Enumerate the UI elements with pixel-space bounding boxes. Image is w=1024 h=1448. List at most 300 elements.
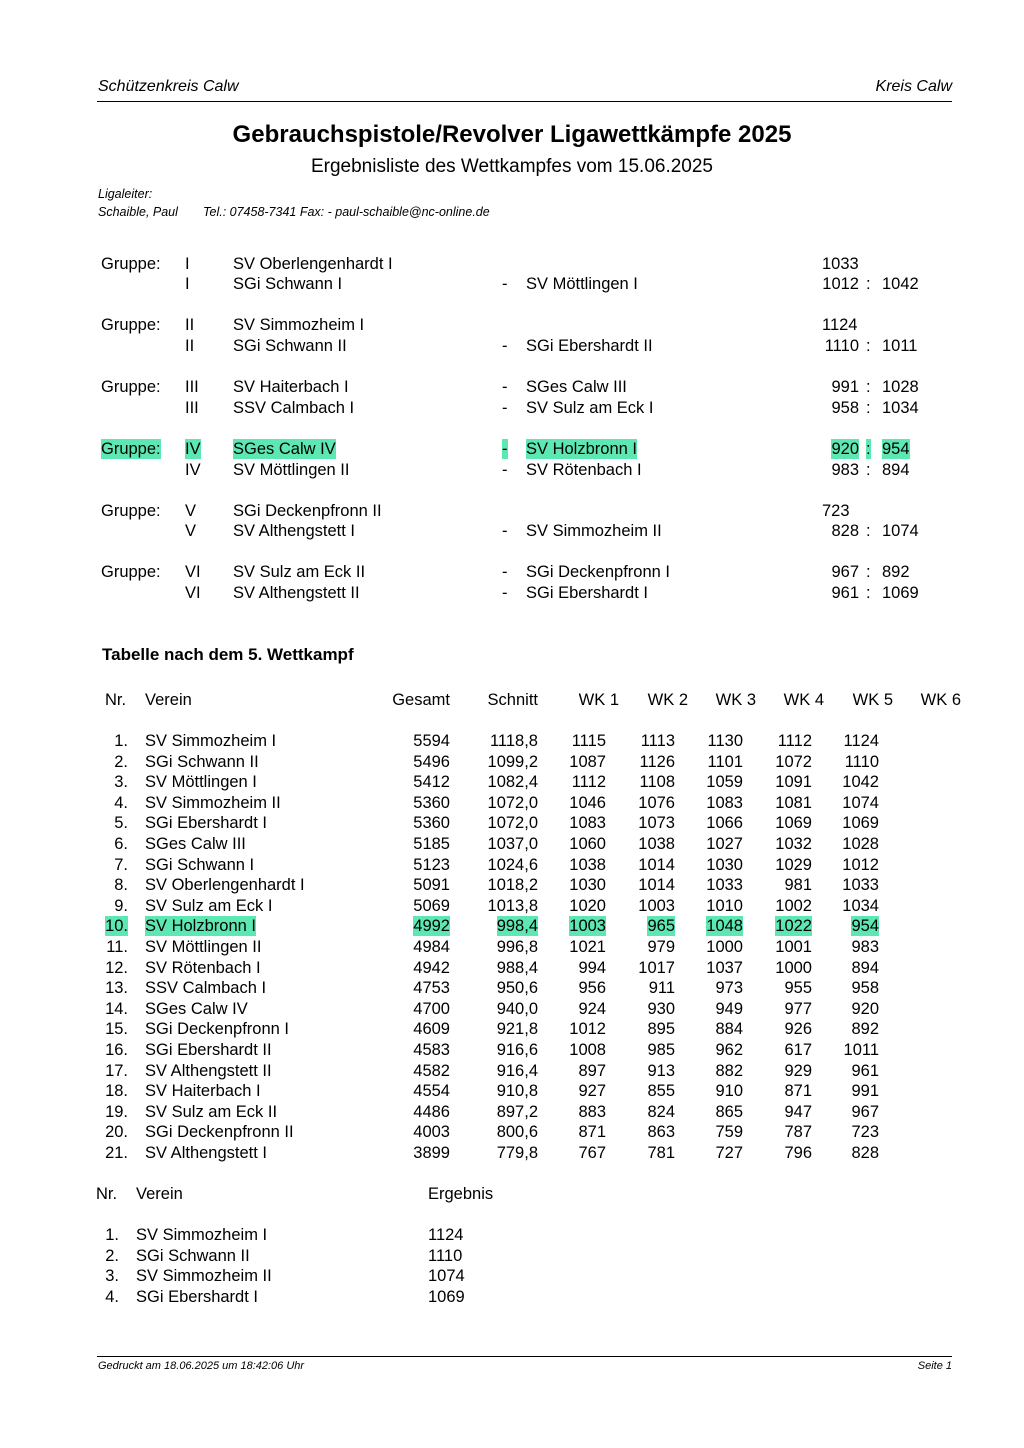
score-home: 828: [831, 522, 859, 540]
team-away: SGi Ebershardt I: [526, 584, 648, 602]
cell-wk5: 1028: [842, 835, 879, 853]
list-item: [0, 1266, 1024, 1286]
col-header-schnitt: Schnitt: [487, 691, 538, 709]
table-row: [0, 1081, 1024, 1101]
club-name: SV Holzbronn I: [145, 917, 256, 936]
match-row: [0, 583, 1024, 603]
club-name: SV Haiterbach I: [145, 1082, 261, 1101]
cell-wk3: 759: [715, 1123, 743, 1142]
page-title: Gebrauchspistole/Revolver Ligawettkämpfe 2025: [232, 121, 792, 148]
club-name: SGes Calw III: [145, 835, 246, 853]
team-home: SV Oberlengenhardt I: [233, 255, 393, 273]
cell-gesamt: 5185: [413, 835, 450, 853]
group-number: III: [185, 378, 199, 396]
cell-wk4: 1091: [775, 773, 812, 792]
cell-wk3: 882: [715, 1061, 743, 1080]
match-dash: -: [502, 275, 508, 293]
header-left: Schützenkreis Calw: [98, 78, 239, 95]
score-colon: :: [866, 461, 871, 479]
table-row: [0, 937, 1024, 957]
cell-schnitt: 916,6: [496, 1041, 538, 1059]
cell-schnitt: 996,8: [496, 938, 538, 956]
cell-schnitt: 940,0: [496, 999, 538, 1018]
cell-gesamt: 4486: [413, 1102, 450, 1121]
cell-wk2: 911: [648, 979, 675, 998]
cell-wk3: 1130: [707, 732, 743, 750]
cell-wk5: 1012: [842, 855, 879, 874]
page-subtitle: Ergebnisliste des Wettkampfes vom 15.06.2025: [310, 156, 714, 177]
table-row: [0, 834, 1024, 854]
cell-wk3: 1030: [706, 855, 743, 874]
cell-wk3: 1033: [706, 876, 743, 895]
cell-wk1: 956: [578, 979, 606, 998]
footer-printed: Gedruckt am 18.06.2025 um 18:42:06 Uhr: [98, 1360, 305, 1372]
cell-wk3: 1010: [706, 896, 743, 915]
team-away: SGi Deckenpfronn I: [526, 563, 670, 581]
club-name: SV Sulz am Eck I: [145, 896, 273, 915]
cell-wk1: 1046: [569, 793, 606, 812]
cell-wk2: 895: [647, 1020, 675, 1039]
team-away: SV Simmozheim II: [526, 522, 662, 540]
group-label: Gruppe:: [101, 316, 161, 334]
cell-wk5: 1074: [842, 793, 879, 812]
cell-wk3: 727: [715, 1144, 743, 1162]
team-home: SV Althengstett I: [233, 522, 355, 540]
cell-wk5: 1011: [843, 1041, 879, 1059]
cell-wk2: 1014: [638, 855, 675, 874]
col-header-wk1: WK 1: [578, 691, 619, 709]
group-label: Gruppe:: [101, 563, 161, 581]
score-away: 1011: [882, 337, 918, 355]
footer-rule: [97, 1356, 952, 1357]
col-header-nr: Nr.: [105, 691, 127, 709]
score-away: 954: [882, 440, 910, 458]
cell-schnitt: 1013,8: [487, 896, 538, 915]
club-name: SGi Ebershardt I: [145, 814, 267, 833]
cell-wk4: 796: [784, 1144, 812, 1162]
group-number: VI: [185, 563, 201, 581]
cell-wk5: 920: [851, 999, 879, 1018]
cell-wk1: 1030: [569, 876, 606, 895]
cell-gesamt: 4003: [413, 1123, 450, 1142]
cell-wk3: 1101: [707, 752, 743, 771]
cell-wk2: 1108: [639, 773, 675, 792]
cell-wk4: 929: [784, 1061, 812, 1080]
score-away: 1074: [882, 522, 919, 540]
cell-wk4: 1022: [775, 917, 812, 936]
match-row: [0, 274, 1024, 294]
cell-wk3: 1059: [706, 773, 743, 792]
match-dash: -: [502, 563, 508, 581]
club-name: SV Rötenbach I: [145, 958, 261, 977]
score-single: 723: [822, 502, 850, 520]
cell-wk2: 1017: [638, 958, 675, 977]
rank-number: 2.: [114, 752, 128, 771]
team-home: SV Möttlingen II: [233, 461, 350, 479]
rank-number: 18.: [105, 1082, 128, 1101]
score-colon: :: [866, 584, 871, 602]
cell-wk3: 865: [715, 1102, 743, 1121]
cell-wk4: 947: [784, 1102, 812, 1121]
table-row: [0, 896, 1024, 916]
day-header-nr: Nr.: [96, 1185, 118, 1203]
cell-wk1: 927: [578, 1082, 606, 1101]
rank-number: 6.: [114, 835, 128, 853]
score-colon: :: [866, 399, 871, 417]
group-label: Gruppe:: [101, 440, 161, 458]
cell-gesamt: 5496: [413, 752, 450, 771]
table-row: [0, 1019, 1024, 1039]
ligaleiter-contact: Tel.: 07458-7341 Fax: - paul-schaible@nc-online.de: [203, 205, 490, 219]
cell-gesamt: 5123: [413, 855, 450, 874]
rank-number: 13.: [105, 979, 128, 998]
team-away: SV Rötenbach I: [526, 461, 642, 479]
team-home: SGi Deckenpfronn II: [233, 502, 382, 520]
score-colon: :: [866, 563, 871, 581]
score-single: 1124: [822, 316, 858, 334]
col-header-wk3: WK 3: [715, 691, 756, 709]
team-away: SV Möttlingen I: [526, 275, 638, 293]
rank-number: 15.: [105, 1020, 128, 1039]
score-colon: :: [866, 378, 871, 396]
cell-wk2: 1014: [638, 876, 675, 895]
group-number: II: [185, 316, 195, 334]
cell-schnitt: 1099,2: [487, 752, 538, 771]
cell-gesamt: 5091: [413, 876, 450, 895]
rank-number: 10.: [105, 917, 128, 936]
cell-schnitt: 921,8: [496, 1020, 538, 1039]
group-label: Gruppe:: [101, 502, 161, 520]
score-home: 920: [831, 440, 859, 458]
cell-wk3: 884: [715, 1020, 743, 1039]
rank-number: 20.: [105, 1123, 128, 1142]
team-away: SV Sulz am Eck I: [526, 399, 654, 417]
cell-wk4: 1072: [775, 752, 812, 771]
score-away: 892: [882, 563, 910, 581]
club-name: SV Möttlingen II: [145, 938, 262, 956]
cell-gesamt: 5594: [413, 732, 450, 750]
cell-schnitt: 1118,8: [489, 732, 538, 750]
cell-wk2: 863: [647, 1123, 675, 1142]
cell-wk4: 1069: [775, 814, 812, 833]
cell-wk2: 913: [647, 1061, 675, 1080]
table-row: [0, 916, 1024, 936]
cell-gesamt: 3899: [413, 1144, 450, 1162]
match-row: [0, 501, 1024, 521]
rank-number: 19.: [105, 1102, 128, 1121]
cell-wk4: 1029: [775, 855, 812, 874]
cell-wk4: 1081: [775, 793, 812, 812]
score-home: 967: [831, 563, 859, 581]
cell-gesamt: 4700: [413, 999, 450, 1018]
score-home: 983: [831, 461, 859, 479]
cell-wk4: 1032: [775, 835, 812, 853]
day-score: 1110: [428, 1246, 463, 1265]
day-score: 1124: [428, 1226, 464, 1244]
cell-wk1: 1060: [569, 835, 606, 853]
rank-number: 8.: [114, 876, 128, 895]
cell-wk1: 1012: [569, 1020, 606, 1039]
table-row: [0, 1143, 1024, 1163]
cell-wk2: 855: [647, 1082, 675, 1101]
cell-schnitt: 779,8: [496, 1144, 538, 1162]
cell-wk2: 1073: [638, 814, 675, 833]
club-name: SGi Schwann II: [145, 752, 259, 771]
ligaleiter-name: Schaible, Paul: [98, 205, 178, 219]
score-colon: :: [866, 337, 871, 355]
cell-gesamt: 5360: [413, 814, 450, 833]
cell-wk1: 871: [578, 1123, 606, 1142]
cell-wk4: 1000: [775, 958, 812, 977]
cell-wk3: 973: [715, 979, 743, 998]
match-row: [0, 439, 1024, 459]
score-single: 1033: [822, 255, 859, 273]
day-club: SV Simmozheim I: [136, 1226, 268, 1244]
cell-wk4: 1001: [775, 938, 812, 956]
cell-wk5: 1033: [842, 876, 879, 895]
match-row: [0, 562, 1024, 582]
cell-wk5: 967: [851, 1102, 879, 1121]
cell-wk5: 828: [851, 1144, 879, 1162]
day-score: 1069: [428, 1287, 465, 1306]
club-name: SV Althengstett II: [145, 1061, 272, 1080]
cell-wk1: 1021: [569, 938, 606, 956]
team-home: SV Haiterbach I: [233, 378, 349, 396]
list-item: [0, 1246, 1024, 1266]
cell-gesamt: 4583: [413, 1041, 450, 1059]
cell-wk4: 1002: [775, 896, 812, 915]
cell-wk2: 930: [647, 999, 675, 1018]
club-name: SV Sulz am Eck II: [145, 1102, 278, 1121]
cell-wk5: 1069: [842, 814, 879, 833]
col-header-wk6: WK 6: [920, 691, 961, 709]
score-home: 1012: [822, 275, 859, 293]
cell-wk3: 949: [715, 999, 743, 1018]
cell-wk3: 1083: [706, 793, 743, 812]
cell-gesamt: 4609: [413, 1020, 450, 1039]
rank-number: 4.: [114, 793, 128, 812]
group-number: III: [185, 399, 199, 417]
cell-wk2: 1126: [639, 752, 675, 771]
cell-schnitt: 998,4: [496, 917, 538, 936]
score-colon: :: [866, 275, 871, 293]
cell-gesamt: 4753: [413, 979, 450, 998]
cell-wk4: 981: [784, 876, 812, 895]
rank-number: 7.: [114, 855, 128, 874]
table-row: [0, 1040, 1024, 1060]
rank-number: 21.: [105, 1144, 128, 1162]
standings-header: [0, 690, 1024, 710]
table-row: [0, 875, 1024, 895]
day-rank: 4.: [105, 1287, 119, 1306]
rank-number: 11.: [106, 938, 128, 956]
team-away: SGi Ebershardt II: [526, 337, 653, 355]
day-rank: 2.: [105, 1246, 119, 1265]
cell-wk1: 1083: [569, 814, 606, 833]
cell-wk1: 924: [578, 999, 606, 1018]
table-row: [0, 855, 1024, 875]
rank-number: 1.: [114, 732, 128, 750]
cell-wk1: 1115: [571, 732, 606, 750]
table-row: [0, 958, 1024, 978]
cell-wk2: 1076: [638, 793, 675, 812]
cell-gesamt: 5360: [413, 793, 450, 812]
table-row: [0, 813, 1024, 833]
table-row: [0, 772, 1024, 792]
score-away: 894: [882, 461, 910, 479]
col-header-verein: Verein: [145, 691, 192, 709]
match-dash: -: [502, 440, 508, 458]
table-row: [0, 1102, 1024, 1122]
match-row: [0, 460, 1024, 480]
table-row: [0, 1061, 1024, 1081]
list-item: [0, 1287, 1024, 1307]
day-header-verein: Verein: [136, 1185, 183, 1203]
match-dash: -: [502, 378, 508, 396]
match-dash: -: [502, 522, 508, 540]
rank-number: 3.: [114, 773, 128, 792]
cell-wk5: 991: [851, 1082, 879, 1101]
club-name: SGi Schwann I: [145, 855, 255, 874]
club-name: SV Simmozheim II: [145, 793, 281, 812]
score-home: 991: [831, 378, 859, 396]
group-number: IV: [185, 440, 201, 458]
cell-wk5: 1034: [842, 896, 879, 915]
cell-wk5: 723: [851, 1123, 879, 1142]
cell-wk5: 892: [851, 1020, 879, 1039]
match-dash: -: [502, 337, 508, 355]
match-row: [0, 377, 1024, 397]
rank-number: 17.: [105, 1061, 128, 1080]
club-name: SGi Deckenpfronn I: [145, 1020, 289, 1039]
group-number: IV: [185, 461, 201, 479]
rank-number: 12.: [105, 958, 128, 977]
table-row: [0, 978, 1024, 998]
cell-wk5: 1042: [842, 773, 879, 792]
cell-wk1: 1008: [569, 1041, 606, 1059]
cell-gesamt: 4942: [413, 958, 450, 977]
cell-schnitt: 1037,0: [487, 835, 538, 853]
day-rank: 3.: [105, 1267, 119, 1286]
group-number: II: [185, 337, 195, 355]
cell-wk4: 977: [784, 999, 812, 1018]
footer-page: Seite 1: [917, 1360, 952, 1372]
cell-wk1: 1020: [569, 896, 606, 915]
day-results-header: [0, 1184, 1024, 1204]
cell-wk4: 871: [784, 1082, 812, 1101]
club-name: SV Möttlingen I: [145, 773, 257, 792]
cell-wk2: 965: [647, 917, 675, 936]
cell-wk2: 781: [647, 1144, 675, 1162]
club-name: SV Oberlengenhardt I: [145, 876, 305, 895]
cell-wk5: 1110: [844, 752, 879, 771]
cell-wk2: 985: [647, 1041, 675, 1059]
group-number: V: [185, 522, 197, 540]
cell-gesamt: 4554: [413, 1082, 450, 1101]
cell-schnitt: 910,8: [496, 1082, 538, 1101]
match-row: [0, 315, 1024, 335]
match-dash: -: [502, 584, 508, 602]
club-name: SGes Calw IV: [145, 999, 248, 1018]
cell-wk1: 767: [578, 1144, 606, 1162]
table-row: [0, 1122, 1024, 1142]
score-colon: :: [866, 440, 871, 458]
cell-wk3: 962: [715, 1041, 743, 1059]
cell-schnitt: 988,4: [496, 958, 538, 977]
cell-wk2: 1113: [640, 732, 675, 750]
cell-wk1: 1003: [569, 917, 606, 936]
group-number: V: [185, 502, 197, 520]
group-label: Gruppe:: [101, 378, 161, 396]
cell-gesamt: 4984: [413, 938, 450, 956]
team-home: SGi Schwann II: [233, 337, 347, 355]
cell-schnitt: 897,2: [496, 1102, 538, 1121]
team-home: SGes Calw IV: [233, 440, 336, 458]
score-away: 1042: [882, 275, 919, 293]
header-rule: [97, 101, 952, 102]
rank-number: 16.: [105, 1041, 128, 1059]
cell-wk1: 1038: [569, 855, 606, 874]
cell-wk5: 1124: [843, 732, 879, 750]
club-name: SV Simmozheim I: [145, 732, 277, 750]
cell-schnitt: 800,6: [496, 1123, 538, 1142]
day-rank: 1.: [105, 1226, 119, 1244]
match-row: [0, 398, 1024, 418]
cell-wk5: 954: [851, 917, 879, 936]
cell-wk3: 1066: [706, 814, 743, 833]
team-away: SGes Calw III: [526, 378, 627, 396]
cell-wk4: 787: [784, 1123, 812, 1142]
table-row: [0, 752, 1024, 772]
team-away: SV Holzbronn I: [526, 440, 637, 458]
cell-schnitt: 1024,6: [487, 855, 538, 874]
group-number: VI: [185, 584, 201, 602]
match-dash: -: [502, 399, 508, 417]
table-row: [0, 999, 1024, 1019]
cell-wk3: 1027: [706, 835, 743, 853]
rank-number: 5.: [114, 814, 128, 833]
cell-wk5: 983: [851, 938, 879, 956]
day-club: SV Simmozheim II: [136, 1267, 272, 1286]
club-name: SSV Calmbach I: [145, 979, 267, 998]
cell-wk2: 824: [647, 1102, 675, 1121]
group-label: Gruppe:: [101, 255, 161, 273]
cell-wk3: 910: [715, 1082, 743, 1101]
header-right: Kreis Calw: [875, 78, 952, 95]
table-row: [0, 731, 1024, 751]
cell-wk3: 1037: [706, 958, 743, 977]
score-home: 961: [831, 584, 859, 602]
rank-number: 9.: [114, 896, 128, 915]
cell-wk4: 617: [784, 1041, 812, 1059]
day-club: SGi Ebershardt I: [136, 1287, 258, 1306]
list-item: [0, 1225, 1024, 1245]
cell-wk1: 1112: [571, 773, 606, 792]
standings-title: Tabelle nach dem 5. Wettkampf: [102, 645, 354, 664]
match-row: [0, 254, 1024, 274]
cell-gesamt: 4992: [413, 917, 450, 936]
rank-number: 14.: [105, 999, 128, 1018]
cell-gesamt: 4582: [413, 1061, 450, 1080]
cell-gesamt: 5412: [413, 773, 450, 792]
ligaleiter-label: Ligaleiter:: [98, 187, 153, 201]
club-name: SGi Ebershardt II: [145, 1041, 272, 1059]
cell-wk3: 1048: [706, 917, 743, 936]
cell-schnitt: 950,6: [496, 979, 538, 998]
team-home: SV Simmozheim I: [233, 316, 365, 334]
team-home: SV Althengstett II: [233, 584, 360, 602]
col-header-gesamt: Gesamt: [392, 691, 450, 709]
